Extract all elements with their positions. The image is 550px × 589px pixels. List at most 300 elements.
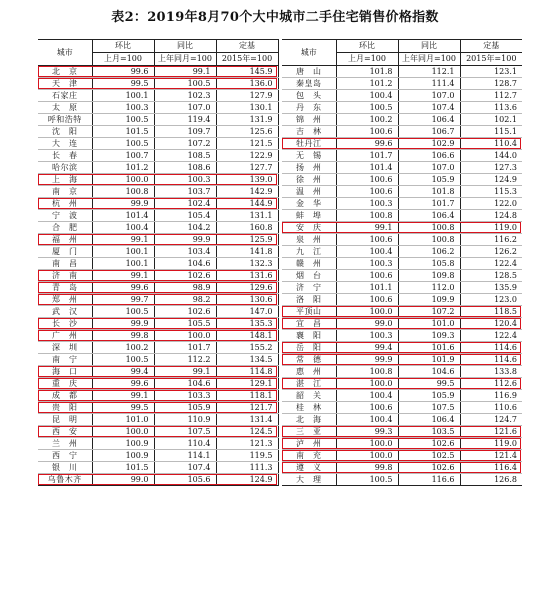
left-cell-mom: 99.8 [92, 330, 154, 342]
right-cell-city: 温 州 [282, 186, 336, 198]
right-cell-yoy: 102.9 [398, 138, 460, 150]
table-row [38, 378, 522, 390]
right-cell-base: 119.0 [460, 438, 522, 450]
left-cell-mom: 100.1 [92, 246, 154, 258]
right-cell-mom: 101.4 [336, 162, 398, 174]
right-cell-city: 常 德 [282, 354, 336, 366]
right-cell-city: 牡丹江 [282, 138, 336, 150]
left-cell-city: 哈尔滨 [38, 162, 92, 174]
right-cell-yoy: 112.1 [398, 66, 460, 78]
right-cell-city: 烟 台 [282, 270, 336, 282]
left-cell-base: 119.5 [216, 450, 278, 462]
table-row [38, 126, 522, 138]
left-cell-base: 121.7 [216, 402, 278, 414]
left-cell-mom: 100.2 [92, 342, 154, 354]
left-cell-city: 西 安 [38, 426, 92, 438]
table-row [38, 222, 522, 234]
left-cell-city: 济 南 [38, 270, 92, 282]
left-cell-city: 青 岛 [38, 282, 92, 294]
right-cell-mom: 100.6 [336, 174, 398, 186]
left-cell-base: 122.9 [216, 150, 278, 162]
left-cell-mom: 100.9 [92, 450, 154, 462]
right-cell-mom: 100.8 [336, 366, 398, 378]
right-cell-city: 桂 林 [282, 402, 336, 414]
left-cell-base: 130.6 [216, 294, 278, 306]
right-cell-yoy: 101.9 [398, 354, 460, 366]
right-cell-mom: 99.8 [336, 462, 398, 474]
right-cell-yoy: 103.5 [398, 426, 460, 438]
left-cell-city: 大 连 [38, 138, 92, 150]
right-cell-yoy: 102.6 [398, 462, 460, 474]
left-cell-yoy: 98.9 [154, 282, 216, 294]
right-cell-mom: 100.6 [336, 186, 398, 198]
left-cell-yoy: 108.6 [154, 162, 216, 174]
left-cell-yoy: 102.4 [154, 198, 216, 210]
right-cell-city: 大 理 [282, 474, 336, 486]
table-row [38, 414, 522, 426]
left-cell-mom: 99.1 [92, 390, 154, 402]
right-cell-base: 126.2 [460, 246, 522, 258]
right-cell-yoy: 111.4 [398, 78, 460, 90]
left-cell-mom: 100.1 [92, 90, 154, 102]
left-cell-city: 海 口 [38, 366, 92, 378]
right-cell-base: 124.8 [460, 210, 522, 222]
left-cell-base: 145.9 [216, 66, 278, 78]
table-row [38, 174, 522, 186]
right-cell-base: 126.8 [460, 474, 522, 486]
table-row [38, 366, 522, 378]
left-cell-mom: 99.4 [92, 366, 154, 378]
left-cell-base: 129.1 [216, 378, 278, 390]
right-cell-city: 襄 阳 [282, 330, 336, 342]
table-row [38, 150, 522, 162]
left-cell-city: 南 宁 [38, 354, 92, 366]
table-row [38, 330, 522, 342]
right-cell-base: 127.3 [460, 162, 522, 174]
table-row [38, 102, 522, 114]
left-cell-base: 131.1 [216, 210, 278, 222]
right-cell-yoy: 101.0 [398, 318, 460, 330]
right-cell-mom: 101.1 [336, 282, 398, 294]
right-cell-mom: 101.2 [336, 78, 398, 90]
left-cell-base: 114.8 [216, 366, 278, 378]
table-row [38, 450, 522, 462]
left-cell-city: 银 川 [38, 462, 92, 474]
left-cell-mom: 100.0 [92, 174, 154, 186]
left-cell-yoy: 107.2 [154, 138, 216, 150]
left-cell-base: 134.5 [216, 354, 278, 366]
table-row [38, 246, 522, 258]
left-cell-mom: 100.5 [92, 114, 154, 126]
right-cell-mom: 99.9 [336, 354, 398, 366]
left-cell-yoy: 100.0 [154, 330, 216, 342]
left-cell-yoy: 105.4 [154, 210, 216, 222]
left-cell-mom: 99.1 [92, 234, 154, 246]
left-cell-base: 142.9 [216, 186, 278, 198]
left-cell-mom: 101.5 [92, 462, 154, 474]
header-yoy-right: 同比 [398, 40, 460, 53]
left-cell-base: 130.1 [216, 102, 278, 114]
left-cell-base: 131.9 [216, 114, 278, 126]
left-cell-yoy: 105.6 [154, 474, 216, 486]
right-cell-base: 122.0 [460, 198, 522, 210]
right-cell-base: 114.6 [460, 342, 522, 354]
table-row [38, 258, 522, 270]
left-cell-base: 121.5 [216, 138, 278, 150]
right-cell-city: 徐 州 [282, 174, 336, 186]
right-cell-mom: 100.4 [336, 390, 398, 402]
right-cell-mom: 100.5 [336, 102, 398, 114]
header-yoy-sub-left: 上年同月=100 [154, 53, 216, 66]
right-cell-city: 九 江 [282, 246, 336, 258]
left-cell-yoy: 98.2 [154, 294, 216, 306]
table-row [38, 282, 522, 294]
right-cell-yoy: 106.2 [398, 246, 460, 258]
left-cell-yoy: 102.6 [154, 270, 216, 282]
right-cell-city: 岳 阳 [282, 342, 336, 354]
right-cell-city: 蚌 埠 [282, 210, 336, 222]
header-city-right: 城市 [282, 40, 336, 66]
right-cell-city: 扬 州 [282, 162, 336, 174]
right-cell-mom: 100.6 [336, 294, 398, 306]
left-cell-city: 昆 明 [38, 414, 92, 426]
left-cell-city: 深 圳 [38, 342, 92, 354]
left-cell-base: 160.8 [216, 222, 278, 234]
left-cell-city: 厦 门 [38, 246, 92, 258]
right-cell-base: 123.0 [460, 294, 522, 306]
left-cell-yoy: 107.4 [154, 462, 216, 474]
header-yoy-sub-right: 上年同月=100 [398, 53, 460, 66]
right-cell-base: 110.4 [460, 138, 522, 150]
left-cell-city: 石家庄 [38, 90, 92, 102]
right-cell-yoy: 100.8 [398, 234, 460, 246]
header-base-right: 定基 [460, 40, 522, 53]
left-cell-base: 147.0 [216, 306, 278, 318]
left-cell-base: 155.2 [216, 342, 278, 354]
right-cell-mom: 99.0 [336, 318, 398, 330]
left-cell-city: 长 沙 [38, 318, 92, 330]
left-cell-city: 上 海 [38, 174, 92, 186]
right-cell-yoy: 107.0 [398, 90, 460, 102]
table-row [38, 90, 522, 102]
table-row [38, 186, 522, 198]
table-row [38, 438, 522, 450]
right-cell-yoy: 107.5 [398, 402, 460, 414]
left-cell-mom: 100.1 [92, 258, 154, 270]
left-cell-yoy: 107.0 [154, 102, 216, 114]
right-cell-base: 128.5 [460, 270, 522, 282]
right-cell-mom: 100.3 [336, 330, 398, 342]
table-row [38, 342, 522, 354]
right-cell-yoy: 106.4 [398, 210, 460, 222]
left-cell-city: 福 州 [38, 234, 92, 246]
left-cell-city: 重 庆 [38, 378, 92, 390]
table-row [38, 162, 522, 174]
right-cell-mom: 100.8 [336, 210, 398, 222]
right-cell-base: 122.4 [460, 258, 522, 270]
right-cell-base: 114.6 [460, 354, 522, 366]
left-cell-base: 125.9 [216, 234, 278, 246]
right-cell-yoy: 106.4 [398, 414, 460, 426]
left-cell-yoy: 108.5 [154, 150, 216, 162]
right-cell-yoy: 107.4 [398, 102, 460, 114]
left-cell-yoy: 107.5 [154, 426, 216, 438]
right-cell-city: 泉 州 [282, 234, 336, 246]
left-cell-yoy: 114.1 [154, 450, 216, 462]
right-cell-yoy: 102.5 [398, 450, 460, 462]
right-cell-base: 113.6 [460, 102, 522, 114]
right-cell-mom: 100.4 [336, 90, 398, 102]
right-cell-base: 116.4 [460, 462, 522, 474]
right-cell-mom: 100.0 [336, 450, 398, 462]
left-cell-base: 118.1 [216, 390, 278, 402]
right-cell-city: 洛 阳 [282, 294, 336, 306]
left-cell-yoy: 103.7 [154, 186, 216, 198]
header-mom-right: 环比 [336, 40, 398, 53]
right-cell-city: 安 庆 [282, 222, 336, 234]
right-cell-base: 144.0 [460, 150, 522, 162]
right-cell-yoy: 101.6 [398, 342, 460, 354]
left-cell-mom: 100.4 [92, 222, 154, 234]
left-cell-mom: 99.7 [92, 294, 154, 306]
left-cell-mom: 99.9 [92, 198, 154, 210]
right-cell-yoy: 106.6 [398, 150, 460, 162]
right-cell-yoy: 105.9 [398, 390, 460, 402]
left-cell-base: 124.9 [216, 474, 278, 486]
right-cell-yoy: 101.7 [398, 198, 460, 210]
left-cell-yoy: 101.7 [154, 342, 216, 354]
right-cell-city: 无 锡 [282, 150, 336, 162]
right-cell-city: 泸 州 [282, 438, 336, 450]
right-cell-city: 吉 林 [282, 126, 336, 138]
table-row [38, 402, 522, 414]
right-cell-mom: 100.3 [336, 198, 398, 210]
right-cell-base: 135.9 [460, 282, 522, 294]
right-cell-base: 121.4 [460, 450, 522, 462]
left-cell-yoy: 112.2 [154, 354, 216, 366]
table-row [38, 474, 522, 486]
right-cell-base: 124.9 [460, 174, 522, 186]
left-cell-base: 144.9 [216, 198, 278, 210]
left-cell-city: 西 宁 [38, 450, 92, 462]
left-cell-yoy: 99.9 [154, 234, 216, 246]
right-cell-mom: 100.4 [336, 246, 398, 258]
left-cell-yoy: 105.9 [154, 402, 216, 414]
table-row [38, 318, 522, 330]
left-cell-city: 兰 州 [38, 438, 92, 450]
left-cell-base: 135.3 [216, 318, 278, 330]
table-row [38, 354, 522, 366]
left-cell-yoy: 103.3 [154, 390, 216, 402]
header-mom-sub-left: 上月=100 [92, 53, 154, 66]
right-cell-city: 金 华 [282, 198, 336, 210]
left-cell-city: 贵 阳 [38, 402, 92, 414]
right-cell-yoy: 107.0 [398, 162, 460, 174]
left-cell-mom: 100.8 [92, 186, 154, 198]
right-cell-base: 122.4 [460, 330, 522, 342]
left-cell-city: 武 汉 [38, 306, 92, 318]
left-cell-mom: 100.5 [92, 354, 154, 366]
left-cell-mom: 99.0 [92, 474, 154, 486]
left-cell-mom: 101.2 [92, 162, 154, 174]
left-cell-city: 呼和浩特 [38, 114, 92, 126]
left-cell-base: 131.6 [216, 270, 278, 282]
right-cell-yoy: 106.7 [398, 126, 460, 138]
right-cell-yoy: 109.8 [398, 270, 460, 282]
left-cell-yoy: 100.3 [154, 174, 216, 186]
table-row [38, 78, 522, 90]
right-cell-yoy: 100.8 [398, 222, 460, 234]
right-cell-city: 北 海 [282, 414, 336, 426]
right-cell-mom: 99.3 [336, 426, 398, 438]
table-row [38, 198, 522, 210]
right-cell-mom: 100.2 [336, 114, 398, 126]
right-cell-base: 110.6 [460, 402, 522, 414]
right-cell-mom: 100.0 [336, 438, 398, 450]
left-cell-yoy: 102.6 [154, 306, 216, 318]
right-cell-city: 唐 山 [282, 66, 336, 78]
left-cell-yoy: 99.1 [154, 366, 216, 378]
table-row [38, 114, 522, 126]
right-cell-yoy: 99.5 [398, 378, 460, 390]
left-cell-mom: 99.6 [92, 66, 154, 78]
left-cell-mom: 100.0 [92, 426, 154, 438]
table-body [38, 66, 522, 486]
right-cell-yoy: 112.0 [398, 282, 460, 294]
left-cell-base: 132.3 [216, 258, 278, 270]
right-cell-base: 128.7 [460, 78, 522, 90]
right-cell-yoy: 116.6 [398, 474, 460, 486]
price-index-table-container [38, 39, 522, 486]
right-cell-base: 118.5 [460, 306, 522, 318]
left-cell-base: 124.5 [216, 426, 278, 438]
left-cell-base: 129.6 [216, 282, 278, 294]
left-cell-mom: 100.3 [92, 102, 154, 114]
header-base-left: 定基 [216, 40, 278, 53]
left-cell-base: 127.9 [216, 90, 278, 102]
right-cell-city: 平顶山 [282, 306, 336, 318]
right-cell-mom: 99.6 [336, 138, 398, 150]
right-cell-mom: 101.7 [336, 150, 398, 162]
right-cell-city: 宜 昌 [282, 318, 336, 330]
left-cell-yoy: 104.6 [154, 378, 216, 390]
left-cell-base: 141.8 [216, 246, 278, 258]
right-cell-city: 韶 关 [282, 390, 336, 402]
right-cell-mom: 100.6 [336, 126, 398, 138]
right-cell-yoy: 104.6 [398, 366, 460, 378]
left-cell-yoy: 99.1 [154, 66, 216, 78]
left-cell-mom: 99.9 [92, 318, 154, 330]
right-cell-mom: 100.0 [336, 306, 398, 318]
right-cell-yoy: 109.3 [398, 330, 460, 342]
left-cell-city: 广 州 [38, 330, 92, 342]
right-cell-mom: 100.6 [336, 402, 398, 414]
left-cell-base: 125.6 [216, 126, 278, 138]
right-cell-yoy: 105.9 [398, 174, 460, 186]
price-index-table [38, 39, 522, 486]
table-row [38, 234, 522, 246]
right-cell-mom: 101.8 [336, 66, 398, 78]
left-cell-yoy: 102.3 [154, 90, 216, 102]
right-cell-base: 115.1 [460, 126, 522, 138]
right-cell-city: 赣 州 [282, 258, 336, 270]
right-cell-base: 115.3 [460, 186, 522, 198]
table-row [38, 210, 522, 222]
right-cell-base: 102.1 [460, 114, 522, 126]
right-cell-yoy: 101.8 [398, 186, 460, 198]
left-cell-mom: 100.5 [92, 306, 154, 318]
page-title: 表2：2019年8月70个大中城市二手住宅销售价格指数 [111, 10, 439, 25]
right-cell-base: 112.6 [460, 378, 522, 390]
left-cell-base: 148.1 [216, 330, 278, 342]
table-row [38, 462, 522, 474]
left-cell-yoy: 104.2 [154, 222, 216, 234]
right-cell-mom: 100.6 [336, 270, 398, 282]
right-cell-mom: 100.5 [336, 474, 398, 486]
right-cell-mom: 99.1 [336, 222, 398, 234]
left-cell-mom: 99.6 [92, 282, 154, 294]
left-cell-base: 131.4 [216, 414, 278, 426]
left-cell-city: 沈 阳 [38, 126, 92, 138]
right-cell-city: 秦皇岛 [282, 78, 336, 90]
right-cell-city: 包 头 [282, 90, 336, 102]
left-cell-yoy: 103.4 [154, 246, 216, 258]
right-cell-city: 三 亚 [282, 426, 336, 438]
header-base-sub-right: 2015年=100 [460, 53, 522, 66]
table-header [38, 40, 522, 66]
table-row [38, 270, 522, 282]
left-cell-mom: 101.4 [92, 210, 154, 222]
left-cell-mom: 100.7 [92, 150, 154, 162]
left-cell-yoy: 110.4 [154, 438, 216, 450]
header-mom-sub-right: 上月=100 [336, 53, 398, 66]
header-mom-left: 环比 [92, 40, 154, 53]
right-cell-base: 116.2 [460, 234, 522, 246]
right-cell-city: 南 充 [282, 450, 336, 462]
right-cell-yoy: 107.2 [398, 306, 460, 318]
header-city-left: 城市 [38, 40, 92, 66]
left-cell-mom: 101.0 [92, 414, 154, 426]
table-row [38, 426, 522, 438]
right-cell-mom: 99.4 [336, 342, 398, 354]
right-cell-base: 121.6 [460, 426, 522, 438]
left-cell-yoy: 119.4 [154, 114, 216, 126]
left-cell-city: 乌鲁木齐 [38, 474, 92, 486]
right-cell-base: 119.0 [460, 222, 522, 234]
right-cell-yoy: 109.9 [398, 294, 460, 306]
right-cell-city: 丹 东 [282, 102, 336, 114]
right-cell-base: 120.4 [460, 318, 522, 330]
right-cell-base: 112.7 [460, 90, 522, 102]
right-cell-mom: 100.6 [336, 234, 398, 246]
left-cell-yoy: 105.5 [154, 318, 216, 330]
left-cell-mom: 100.5 [92, 138, 154, 150]
left-cell-yoy: 110.9 [154, 414, 216, 426]
right-cell-city: 济 宁 [282, 282, 336, 294]
left-cell-city: 天 津 [38, 78, 92, 90]
right-cell-base: 133.8 [460, 366, 522, 378]
left-cell-city: 杭 州 [38, 198, 92, 210]
right-cell-yoy: 102.6 [398, 438, 460, 450]
right-cell-city: 湛 江 [282, 378, 336, 390]
table-row [38, 390, 522, 402]
left-cell-mom: 99.1 [92, 270, 154, 282]
table-row [38, 66, 522, 78]
right-cell-base: 123.1 [460, 66, 522, 78]
left-cell-city: 北 京 [38, 66, 92, 78]
right-cell-yoy: 106.4 [398, 114, 460, 126]
left-cell-city: 合 肥 [38, 222, 92, 234]
